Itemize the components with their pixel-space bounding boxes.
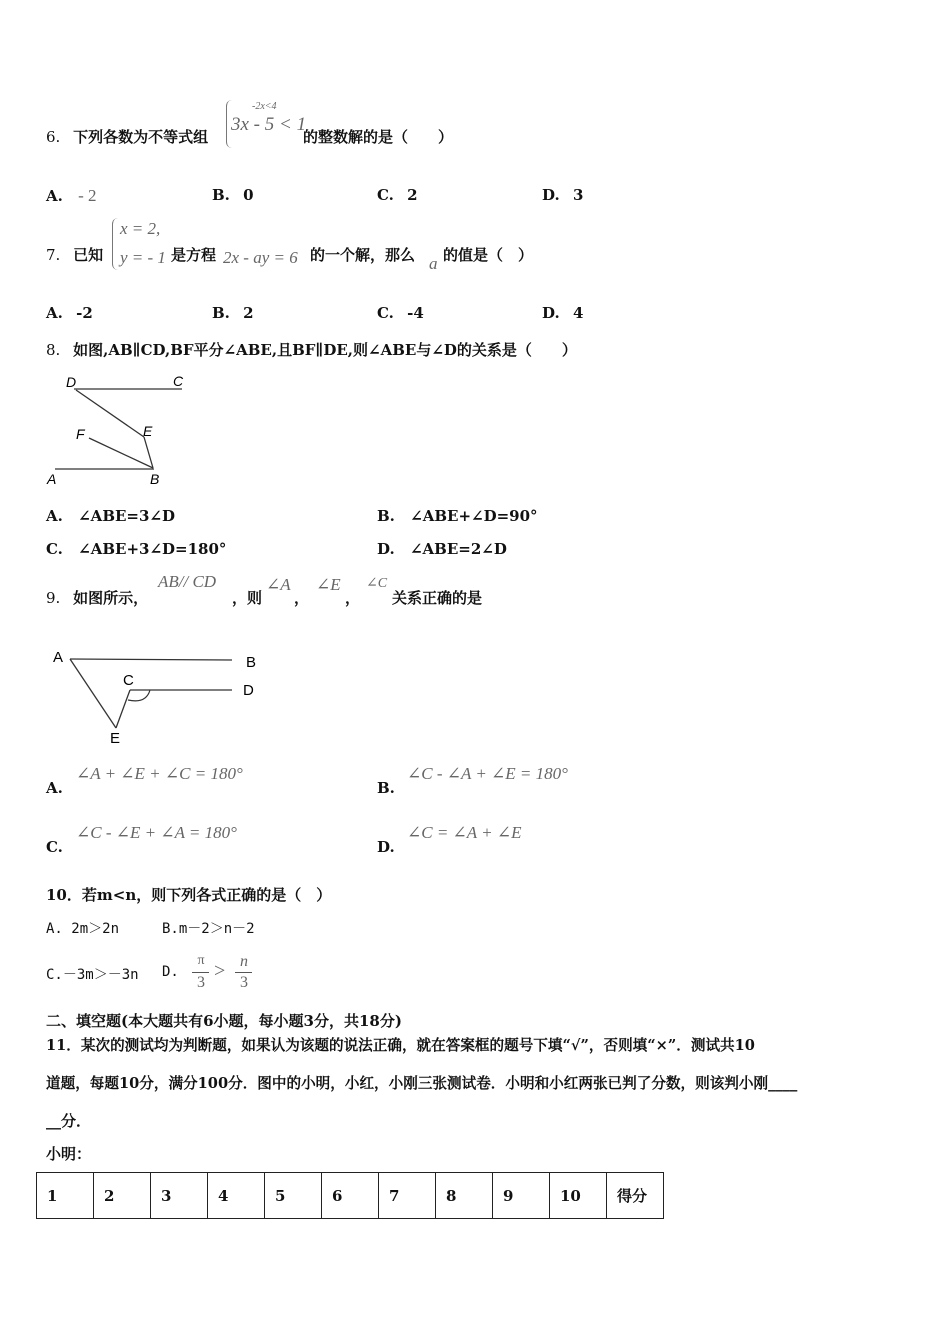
q8-option-a-label: A. (46, 507, 63, 525)
q11-xiaoming-label: 小明： (46, 1145, 92, 1163)
table-cell-9[interactable]: 9 (493, 1173, 550, 1219)
q10-frac2-den: 3 (240, 974, 248, 991)
q11-line3: __分． (46, 1112, 92, 1130)
q6-text-after: 的整数解的是（ ） (303, 128, 454, 146)
q10-gt: > (214, 960, 226, 982)
q6-number: 6. (46, 128, 61, 146)
q8-option-c[interactable] (46, 540, 226, 558)
table-cell-2[interactable]: 2 (94, 1173, 151, 1219)
q6-option-c-label: C. (377, 186, 394, 204)
q8-option-d-value: ∠ABE=2∠D (409, 540, 507, 558)
q7-option-d-label: D. (542, 304, 560, 322)
q7-option-d-value: 4 (572, 304, 584, 322)
q9-label-a: A (53, 649, 64, 666)
q10-frac1-bar (192, 972, 209, 973)
q8-label-d: D (66, 374, 77, 390)
q7-option-a[interactable] (46, 304, 93, 322)
q7-var: a (429, 254, 438, 273)
q8-option-a-value: ∠ABE=3∠D (78, 507, 176, 525)
q11-line2: 道题，每题10分，满分100分．图中的小明，小红，小刚三张测试卷．小明和小红两张已判了分数，则该判小刚____ (46, 1075, 798, 1092)
q9-figure (44, 644, 274, 748)
q9-line-ab (70, 659, 232, 660)
q7-option-a-label: A. (46, 304, 63, 322)
q6-option-b-label: B. (212, 186, 230, 204)
q6-option-c[interactable] (377, 186, 418, 204)
q7-option-c-value: -4 (407, 304, 424, 322)
q7-option-a-value: -2 (76, 304, 93, 322)
q6-option-a-label: A. (46, 187, 63, 205)
table-cell-score[interactable]: 得分 (607, 1173, 664, 1219)
table-cell-3[interactable]: 3 (151, 1173, 208, 1219)
q9-angle-arc (128, 690, 150, 701)
table-cell-7[interactable]: 7 (379, 1173, 436, 1219)
q9-stem (46, 587, 148, 608)
q10-stem (46, 884, 331, 905)
q8-label-a: A (47, 471, 57, 487)
q9-option-d-value: ∠C = ∠A + ∠E (407, 823, 522, 842)
q6-option-c-value: 2 (407, 186, 418, 204)
q9-label-d: D (243, 682, 254, 699)
q8-label-e: E (143, 423, 153, 439)
q10-frac2-num: n (240, 953, 248, 970)
q7-text-mid: 是方程 (171, 246, 217, 264)
q10-option-b[interactable]: B.m－2＞n－2 (162, 921, 255, 937)
q9-line-ec (116, 690, 130, 728)
q8-option-b-value: ∠ABE+∠D=90° (410, 507, 538, 525)
q6-stem (46, 126, 208, 147)
q8-option-c-label: C. (46, 540, 63, 558)
q8-number: 8. (46, 341, 61, 359)
q7-option-b-label: B. (212, 304, 230, 322)
q7-equation: 2x - ay = 6 (223, 248, 298, 267)
table-cell-6[interactable]: 6 (322, 1173, 379, 1219)
q7-brace (112, 218, 119, 270)
q8-option-b[interactable] (377, 507, 538, 525)
q8-option-c-value: ∠ABE+3∠D=180° (78, 540, 227, 558)
q9-sep1: ， (294, 589, 310, 607)
q7-number: 7. (46, 246, 61, 264)
q8-figure (40, 368, 200, 493)
q7-option-d[interactable] (542, 304, 583, 322)
q8-text: 如图,AB∥CD,BF平分∠ABE,且BF∥DE,则∠ABE与∠D的关系是（ ） (73, 341, 577, 359)
q9-text-after: 关系正确的是 (392, 589, 483, 607)
q9-line-ae (70, 659, 116, 728)
q10-option-d-label[interactable]: D. (162, 964, 179, 980)
q8-line-fb (89, 438, 153, 468)
q8-option-d[interactable] (377, 540, 507, 558)
q6-option-b[interactable] (212, 186, 254, 204)
q9-label-c: C (123, 672, 134, 689)
q8-label-f: F (76, 426, 85, 442)
q8-label-c: C (173, 373, 184, 389)
q9-text-before: 如图所示， (73, 589, 149, 607)
q7-option-b-value: 2 (243, 304, 254, 322)
q6-option-d-value: 3 (572, 186, 584, 204)
table-row (37, 1173, 664, 1219)
q7-sys-bottom: y = - 1 (120, 248, 166, 267)
q10-option-c[interactable]: C.－3m＞－3n (46, 967, 139, 983)
q8-line-eb (144, 437, 153, 468)
q9-cond: AB// CD (158, 572, 217, 591)
q8-line-de (76, 390, 144, 437)
q6-ineq-bottom: 3x - 5 < 1 (231, 114, 307, 135)
q6-option-d[interactable] (542, 186, 583, 204)
q10-frac2-bar (235, 972, 252, 973)
q9-option-c-value: ∠C - ∠E + ∠A = 180° (76, 823, 237, 842)
q7-option-c-label: C. (377, 304, 394, 322)
table-cell-4[interactable]: 4 (208, 1173, 265, 1219)
q7-option-b[interactable] (212, 304, 254, 322)
q9-option-b-value: ∠C - ∠A + ∠E = 180° (407, 764, 568, 783)
q7-text-mid2: 的一个解，那么 (310, 246, 416, 264)
q9-label-b: B (246, 654, 257, 671)
q10-text: 若m<n，则下列各式正确的是（ ） (81, 886, 332, 904)
q9-option-c-label[interactable]: C. (46, 838, 63, 856)
q6-option-b-value: 0 (243, 186, 254, 204)
table-cell-8[interactable]: 8 (436, 1173, 493, 1219)
q10-option-a[interactable]: A. 2m＞2n (46, 921, 120, 937)
q8-option-b-label: B. (377, 507, 395, 525)
q8-option-a[interactable] (46, 507, 175, 525)
q9-number: 9. (46, 589, 61, 607)
table-cell-1[interactable]: 1 (37, 1173, 94, 1219)
q7-text-after: 的值是（ ） (443, 246, 534, 264)
q7-sys-top: x = 2, (120, 219, 161, 238)
q10-number: 10． (46, 886, 82, 904)
q9-text-mid: ，则 (232, 589, 263, 607)
table-cell-10[interactable]: 10 (550, 1173, 607, 1219)
q9-option-a-label[interactable]: A. (46, 779, 63, 797)
q7-text-before: 已知 (73, 246, 104, 264)
q10-frac1-den: 3 (197, 974, 205, 991)
q9-ang-e: ∠E (316, 575, 341, 594)
q9-option-a-value: ∠A + ∠E + ∠C = 180° (76, 764, 243, 783)
section2-title: 二、填空题(本大题共有6小题，每小题3分，共18分) (46, 1012, 402, 1030)
table-cell-5[interactable]: 5 (265, 1173, 322, 1219)
q9-option-d-label[interactable]: D. (377, 838, 395, 856)
q6-ineq-top: -2x<4 (252, 101, 277, 112)
q9-sep2: ， (345, 589, 361, 607)
q8-option-d-label: D. (377, 540, 395, 558)
q8-stem (46, 339, 577, 360)
q10-frac1-num: π (197, 953, 205, 968)
q6-option-d-label: D. (542, 186, 560, 204)
q6-text-before: 下列各数为不等式组 (73, 128, 209, 146)
q7-stem (46, 244, 103, 265)
q6-option-a-value: - 2 (78, 186, 97, 205)
q9-option-b-label[interactable]: B. (377, 779, 395, 797)
q9-ang-c: ∠C (366, 576, 388, 591)
q7-option-c[interactable] (377, 304, 424, 322)
score-table (36, 1172, 664, 1219)
q6-option-a[interactable] (46, 186, 97, 206)
q9-label-e: E (110, 730, 121, 747)
q9-ang-a: ∠A (266, 575, 291, 594)
q11-line1: 11．某次的测试均为判断题，如果认为该题的说法正确，就在答案框的题号下填“√”，否则填“×”．测试共10 (46, 1037, 755, 1054)
q8-label-b: B (150, 471, 160, 487)
